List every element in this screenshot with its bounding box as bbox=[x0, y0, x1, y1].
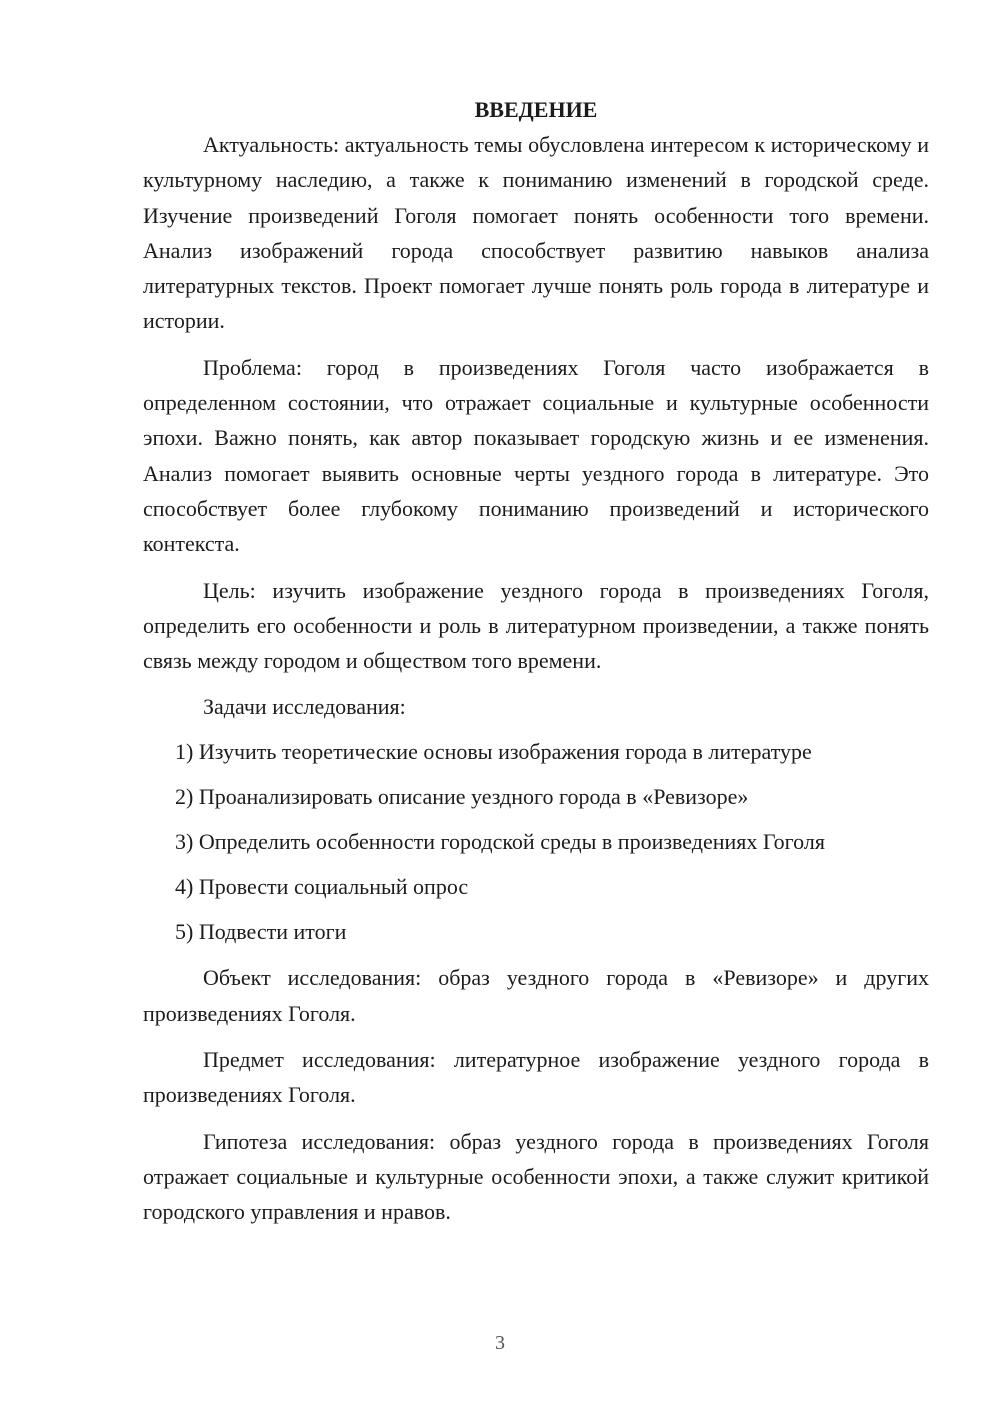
list-item: 2) Проанализировать описание уездного города в «Ревизоре» bbox=[175, 784, 749, 810]
paragraph-hypothesis: Гипотеза исследования: образ уездного города в произведениях Гоголя отражает социальные и культурные особенности эпохи, а также служит критикой городского управления и нравов. bbox=[143, 1128, 929, 1225]
list-item: 5) Подвести итоги bbox=[175, 919, 347, 945]
paragraph-subject: Предмет исследования: литературное изображение уездного города в произведениях Гоголя. bbox=[143, 1047, 929, 1108]
page-number: 3 bbox=[495, 1332, 505, 1354]
list-item: 3) Определить особенности городской среды в произведениях Гоголя bbox=[175, 829, 825, 855]
document-page bbox=[143, 92, 929, 1241]
tasks-heading: Задачи исследования: bbox=[203, 694, 406, 720]
paragraph-problem: Проблема: город в произведениях Гоголя часто изображается в определенном состоянии, что отражает социальные и культурные особенности эпохи. Важно понять, как автор показывает городскую жизнь и ее изменения. Анализ помогает выявить основные черты уездного города в литературе. Это способствует более глубокому пониманию произведений и исторического контекста. bbox=[143, 354, 929, 557]
list-item: 4) Провести социальный опрос bbox=[175, 874, 469, 900]
list-item: 1) Изучить теоретические основы изображения города в литературе bbox=[175, 739, 812, 765]
paragraph-relevance: Актуальность: актуальность темы обусловлена интересом к историческому и культурному наследию, а также к пониманию изменений в городской среде. Изучение произведений Гоголя помогает понять особенности того времени. Анализ изображений города способствует развитию навыков анализа литературных текстов. Проект помогает лучше понять роль города в литературе и истории. bbox=[143, 132, 929, 334]
paragraph-goal: Цель: изучить изображение уездного города в произведениях Гоголя, определить его особенности и роль в литературном произведении, а также понять связь между городом и обществом того времени. bbox=[143, 577, 929, 674]
page-title: ВВЕДЕНИЕ bbox=[474, 97, 598, 122]
paragraph-object: Объект исследования: образ уездного города в «Ревизоре» и других произведениях Гоголя. bbox=[143, 965, 929, 1026]
tasks-list bbox=[143, 734, 929, 949]
